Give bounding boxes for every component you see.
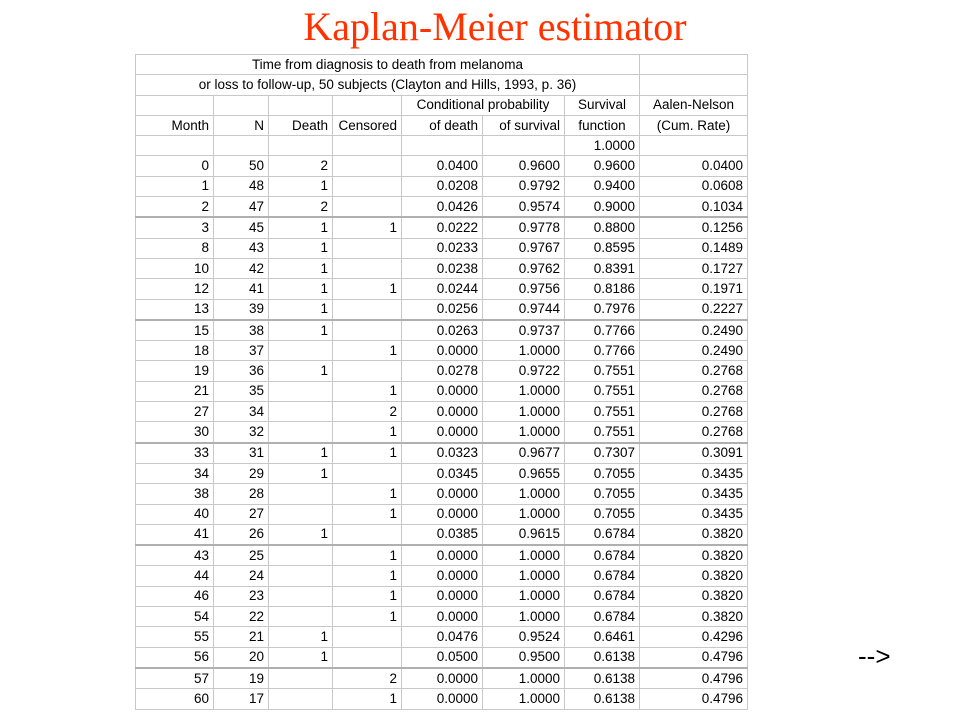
cell-prob-death: 0.0476 [402,627,483,647]
kaplan-meier-table [135,54,748,710]
cell-censored [333,647,402,668]
cell-survival-function: 0.7551 [565,361,640,381]
cell-death: 2 [269,156,333,176]
cell-survival-function: 0.6784 [565,586,640,606]
cell-prob-death: 0.0000 [402,566,483,586]
cell-cum-rate: 0.2768 [640,361,748,381]
header-of-death: of death [402,115,483,135]
cell-survival-function: 0.6784 [565,566,640,586]
cell-survival-function: 0.9600 [565,156,640,176]
cell-cum-rate: 0.1971 [640,279,748,299]
table-row [136,258,748,278]
cell-censored [333,463,402,483]
cell-month: 60 [136,689,214,709]
cell-censored: 2 [333,402,402,422]
cell-prob-death: 0.0000 [402,545,483,566]
cell-month: 43 [136,545,214,566]
cell-survival-function: 0.6784 [565,545,640,566]
header-function: function [565,115,640,135]
initial-survival-value: 1.0000 [565,136,640,156]
cell-cum-rate: 0.3091 [640,443,748,464]
cell-censored: 1 [333,545,402,566]
cell-n: 36 [214,361,269,381]
cell-n: 17 [214,689,269,709]
cell-prob-survival: 1.0000 [483,381,565,401]
cell-cum-rate: 0.2227 [640,299,748,320]
cell-prob-survival: 0.9778 [483,217,565,238]
cell-month: 34 [136,463,214,483]
header-of-survival: of survival [483,115,565,135]
table-caption-line2: or loss to follow-up, 50 subjects (Clayton and Hills, 1993, p. 36) [136,75,640,95]
cell-cum-rate: 0.1256 [640,217,748,238]
table-caption-line1: Time from diagnosis to death from melanoma [136,55,640,75]
cell-prob-survival: 0.9677 [483,443,565,464]
cell-n: 21 [214,627,269,647]
cell-month: 38 [136,484,214,504]
cell-prob-survival: 0.9500 [483,647,565,668]
table-row [136,586,748,606]
cell-censored: 1 [333,279,402,299]
cell-month: 54 [136,607,214,627]
cell-prob-survival: 0.9600 [483,156,565,176]
cell-prob-survival: 1.0000 [483,689,565,709]
table-row [136,668,748,689]
cell-n: 50 [214,156,269,176]
cell-survival-function: 0.8800 [565,217,640,238]
table-row [136,443,748,464]
cell-survival-function: 0.7055 [565,484,640,504]
cell-survival-function: 0.7055 [565,463,640,483]
cell-prob-death: 0.0278 [402,361,483,381]
cell-n: 45 [214,217,269,238]
cell-cum-rate: 0.3435 [640,463,748,483]
cell-n: 22 [214,607,269,627]
cell-month: 21 [136,381,214,401]
cell-censored: 1 [333,381,402,401]
cell-prob-survival: 0.9762 [483,258,565,278]
cell-month: 56 [136,647,214,668]
table-row [136,279,748,299]
header-censored: Censored [333,115,402,135]
cell-prob-survival: 0.9767 [483,238,565,258]
cell-survival-function: 0.8391 [565,258,640,278]
table-row [136,176,748,196]
table-row [136,381,748,401]
caption-row [136,55,748,75]
cell-n: 31 [214,443,269,464]
cell-cum-rate: 0.3820 [640,566,748,586]
cell-month: 12 [136,279,214,299]
cell-prob-survival: 0.9792 [483,176,565,196]
cell-n: 29 [214,463,269,483]
cell-cum-rate: 0.3820 [640,524,748,545]
cell-prob-survival: 0.9756 [483,279,565,299]
cell-cum-rate: 0.4796 [640,668,748,689]
cell-death: 1 [269,463,333,483]
cell-prob-death: 0.0244 [402,279,483,299]
cell-death [269,607,333,627]
cell-cum-rate: 0.3820 [640,607,748,627]
cell-prob-survival: 0.9655 [483,463,565,483]
cell-prob-death: 0.0222 [402,217,483,238]
table-row [136,647,748,668]
cell-prob-survival: 1.0000 [483,586,565,606]
cell-n: 24 [214,566,269,586]
table-row [136,545,748,566]
cell-survival-function: 0.8595 [565,238,640,258]
cell-censored [333,156,402,176]
cell-death [269,566,333,586]
cell-survival-function: 0.7551 [565,402,640,422]
cell-censored: 1 [333,443,402,464]
cell-death: 1 [269,217,333,238]
cell-prob-death: 0.0400 [402,156,483,176]
cell-month: 1 [136,176,214,196]
cell-death [269,402,333,422]
cell-prob-death: 0.0000 [402,586,483,606]
cell-month: 40 [136,504,214,524]
table-row [136,341,748,361]
cell-n: 23 [214,586,269,606]
cell-prob-death: 0.0385 [402,524,483,545]
cell-n: 38 [214,320,269,341]
cell-censored [333,627,402,647]
cell-prob-death: 0.0256 [402,299,483,320]
cell-month: 13 [136,299,214,320]
next-slide-arrow[interactable]: --> [858,641,891,671]
table-row [136,504,748,524]
table-row [136,320,748,341]
cell-n: 32 [214,422,269,443]
cell-prob-survival: 0.9615 [483,524,565,545]
cell-survival-function: 0.6784 [565,607,640,627]
cell-cum-rate: 0.3820 [640,545,748,566]
cell-cum-rate: 0.1489 [640,238,748,258]
cell-prob-survival: 0.9737 [483,320,565,341]
cell-cum-rate: 0.1727 [640,258,748,278]
cell-prob-death: 0.0500 [402,647,483,668]
cell-month: 10 [136,258,214,278]
cell-cum-rate: 0.4796 [640,689,748,709]
cell-prob-death: 0.0263 [402,320,483,341]
cell-censored [333,524,402,545]
cell-censored: 1 [333,504,402,524]
cell-death [269,381,333,401]
cell-death: 1 [269,258,333,278]
cell-survival-function: 0.7766 [565,341,640,361]
slide-title: Kaplan-Meier estimator [303,4,687,49]
table-row [136,238,748,258]
header-cum-rate: (Cum. Rate) [640,115,748,135]
cell-prob-survival: 1.0000 [483,607,565,627]
cell-prob-death: 0.0000 [402,668,483,689]
cell-survival-function: 0.6138 [565,668,640,689]
cell-prob-death: 0.0000 [402,504,483,524]
cell-censored: 1 [333,566,402,586]
cell-n: 48 [214,176,269,196]
cell-cum-rate: 0.2490 [640,320,748,341]
cell-cum-rate: 0.4796 [640,647,748,668]
cell-survival-function: 0.7055 [565,504,640,524]
cell-prob-death: 0.0000 [402,689,483,709]
cell-month: 27 [136,402,214,422]
cell-censored: 1 [333,689,402,709]
caption-row [136,75,748,95]
cell-cum-rate: 0.1034 [640,197,748,218]
cell-month: 44 [136,566,214,586]
table-row [136,689,748,709]
cell-n: 27 [214,504,269,524]
cell-censored: 1 [333,422,402,443]
cell-death: 1 [269,238,333,258]
cell-death [269,341,333,361]
cell-month: 33 [136,443,214,464]
cell-censored: 1 [333,607,402,627]
cell-month: 19 [136,361,214,381]
cell-month: 8 [136,238,214,258]
cell-death: 1 [269,627,333,647]
cell-prob-survival: 1.0000 [483,566,565,586]
cell-prob-survival: 1.0000 [483,668,565,689]
cell-survival-function: 0.9400 [565,176,640,196]
cell-prob-survival: 1.0000 [483,422,565,443]
table-row [136,361,748,381]
cell-month: 46 [136,586,214,606]
cell-cum-rate: 0.3435 [640,504,748,524]
cell-month: 41 [136,524,214,545]
cell-n: 37 [214,341,269,361]
cell-prob-survival: 1.0000 [483,341,565,361]
cell-n: 41 [214,279,269,299]
cell-censored [333,299,402,320]
cell-cum-rate: 0.2768 [640,381,748,401]
cell-month: 18 [136,341,214,361]
cell-prob-survival: 0.9574 [483,197,565,218]
cell-survival-function: 0.8186 [565,279,640,299]
cell-n: 20 [214,647,269,668]
cell-cum-rate: 0.0608 [640,176,748,196]
cell-survival-function: 0.6138 [565,689,640,709]
table-row [136,197,748,218]
cell-death: 1 [269,647,333,668]
cell-death [269,668,333,689]
cell-survival-function: 0.7551 [565,422,640,443]
cell-prob-survival: 1.0000 [483,545,565,566]
cell-n: 47 [214,197,269,218]
cell-prob-survival: 1.0000 [483,484,565,504]
cell-prob-survival: 1.0000 [483,504,565,524]
cell-prob-death: 0.0000 [402,341,483,361]
cell-death: 1 [269,299,333,320]
cell-censored: 1 [333,217,402,238]
cell-censored [333,176,402,196]
cell-survival-function: 0.6461 [565,627,640,647]
cell-n: 39 [214,299,269,320]
cell-death: 1 [269,443,333,464]
cell-censored [333,361,402,381]
cell-cum-rate: 0.0400 [640,156,748,176]
initial-row [136,136,748,156]
cell-censored [333,258,402,278]
cell-death [269,545,333,566]
cell-month: 30 [136,422,214,443]
cell-censored [333,238,402,258]
header-death: Death [269,115,333,135]
cell-death [269,422,333,443]
cell-prob-death: 0.0426 [402,197,483,218]
cell-survival-function: 0.6138 [565,647,640,668]
cell-prob-death: 0.0000 [402,402,483,422]
cell-n: 42 [214,258,269,278]
cell-death: 2 [269,197,333,218]
cell-survival-function: 0.7976 [565,299,640,320]
cell-prob-death: 0.0238 [402,258,483,278]
table-row [136,402,748,422]
cell-cum-rate: 0.2768 [640,402,748,422]
cell-survival-function: 0.7551 [565,381,640,401]
cell-death: 1 [269,279,333,299]
cell-cum-rate: 0.2768 [640,422,748,443]
cell-month: 55 [136,627,214,647]
table-row [136,627,748,647]
cell-survival-function: 0.7307 [565,443,640,464]
table-row [136,607,748,627]
cell-death [269,484,333,504]
cell-censored [333,320,402,341]
cell-prob-survival: 1.0000 [483,402,565,422]
cell-prob-death: 0.0000 [402,422,483,443]
cell-death [269,689,333,709]
cell-prob-survival: 0.9524 [483,627,565,647]
cell-n: 25 [214,545,269,566]
cell-prob-death: 0.0323 [402,443,483,464]
cell-censored [333,197,402,218]
table-row [136,463,748,483]
cell-prob-death: 0.0000 [402,607,483,627]
cell-month: 0 [136,156,214,176]
cell-prob-death: 0.0000 [402,484,483,504]
cell-prob-death: 0.0208 [402,176,483,196]
cell-month: 57 [136,668,214,689]
cell-n: 19 [214,668,269,689]
cell-prob-death: 0.0345 [402,463,483,483]
cell-n: 26 [214,524,269,545]
cell-month: 2 [136,197,214,218]
table-row [136,422,748,443]
table-row [136,299,748,320]
cell-death [269,504,333,524]
header-month: Month [136,115,214,135]
header-aalen-nelson: Aalen-Nelson [640,95,748,115]
cell-death [269,586,333,606]
cell-n: 34 [214,402,269,422]
cell-cum-rate: 0.2490 [640,341,748,361]
cell-censored: 1 [333,484,402,504]
cell-censored: 1 [333,586,402,606]
cell-prob-death: 0.0233 [402,238,483,258]
cell-death: 1 [269,524,333,545]
table-row [136,217,748,238]
cell-cum-rate: 0.4296 [640,627,748,647]
cell-cum-rate: 0.3820 [640,586,748,606]
cell-survival-function: 0.6784 [565,524,640,545]
cell-month: 3 [136,217,214,238]
cell-n: 43 [214,238,269,258]
header-conditional-probability: Conditional probability [402,95,565,115]
cell-death: 1 [269,320,333,341]
table-row [136,566,748,586]
header-row-bottom [136,115,748,135]
cell-cum-rate: 0.3435 [640,484,748,504]
table-row [136,484,748,504]
cell-month: 15 [136,320,214,341]
cell-death: 1 [269,361,333,381]
cell-n: 35 [214,381,269,401]
cell-censored: 2 [333,668,402,689]
header-row-top [136,95,748,115]
table-row [136,524,748,545]
cell-prob-death: 0.0000 [402,381,483,401]
cell-death: 1 [269,176,333,196]
cell-n: 28 [214,484,269,504]
table-row [136,156,748,176]
header-n: N [214,115,269,135]
cell-censored: 1 [333,341,402,361]
cell-prob-survival: 0.9744 [483,299,565,320]
cell-survival-function: 0.7766 [565,320,640,341]
header-survival: Survival [565,95,640,115]
cell-prob-survival: 0.9722 [483,361,565,381]
cell-survival-function: 0.9000 [565,197,640,218]
